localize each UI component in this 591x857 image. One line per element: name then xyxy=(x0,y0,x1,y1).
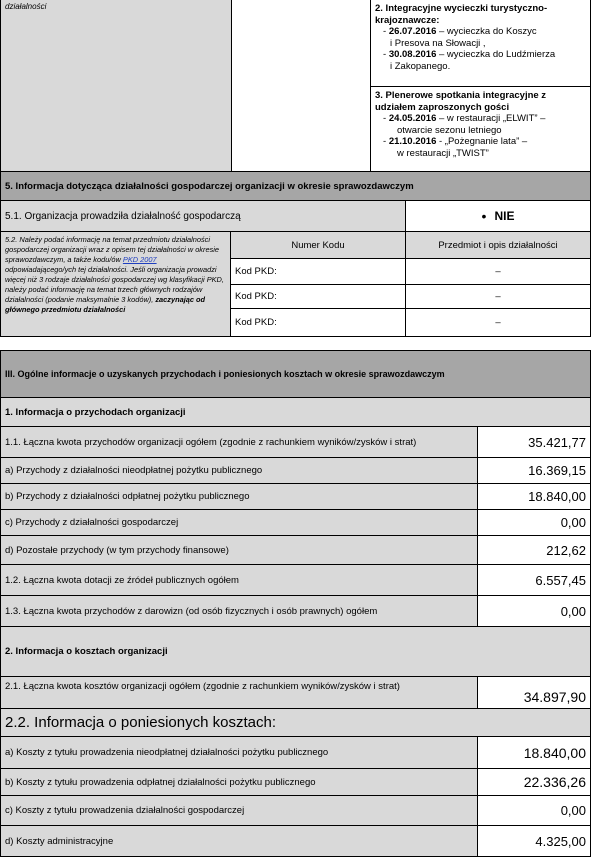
income-row-value[interactable] xyxy=(477,483,591,510)
income-value: 6.557,45 xyxy=(535,572,586,588)
income-label: 1.3. Łączna kwota przychodów z darowizn (od osób fizycznych i osób prawnych) ogółem xyxy=(5,605,378,617)
cost-row-value[interactable] xyxy=(477,825,591,857)
income-value: 0,00 xyxy=(560,515,586,530)
q51-answer: NIE xyxy=(494,209,515,223)
cost-label: d) Koszty administracyjne xyxy=(5,835,114,847)
income-label: b) Przychody z działalności odpłatnej pożytku publicznego xyxy=(5,491,250,502)
income-row-value[interactable] xyxy=(477,564,591,596)
pkd-desc-cell[interactable] xyxy=(405,284,591,309)
income-label: 1.1. Łączna kwota przychodów organizacji ogółem (zgodnie z rachunkiem wyników/zysków i strat) xyxy=(5,436,417,448)
cost-row-label xyxy=(0,736,478,769)
event-trips-line: - 30.08.2016 – wycieczka do Ludźmierza xyxy=(383,49,556,60)
event-trips-cell xyxy=(370,0,591,87)
costs-subheader xyxy=(0,626,591,677)
q51-label: 5.1. Organizacja prowadziła działalność gospodarczą xyxy=(5,210,241,222)
cost-row-label xyxy=(0,768,478,796)
pkd-code-label: Kod PKD: xyxy=(235,266,277,277)
cost-value: 18.840,00 xyxy=(523,744,586,761)
q51-label-cell xyxy=(0,200,406,232)
income-row-label xyxy=(0,564,478,596)
pkd-code-cell[interactable] xyxy=(230,258,406,285)
pkd-code-label: Kod PKD: xyxy=(235,317,277,328)
pkd-desc-value: – xyxy=(495,317,501,328)
income-label: c) Przychody z działalności gospodarczej xyxy=(5,517,179,528)
income-value: 16.369,15 xyxy=(528,463,586,478)
cost-row-label xyxy=(0,825,478,857)
cost-value: 22.336,26 xyxy=(523,774,586,790)
section5-header-text: 5. Informacja dotycząca działalności gospodarczej organizacji w okresie sprawozdawczym xyxy=(5,180,414,192)
q52-description-cell xyxy=(0,231,231,337)
event-meetings-line: w restauracji „TWIST” xyxy=(397,147,489,159)
income-row-label xyxy=(0,509,478,536)
pkd-code-cell[interactable] xyxy=(230,284,406,309)
income-row-value[interactable] xyxy=(477,457,591,484)
income-label: 1.2. Łączna kwota dotacji ze źródeł publicznych ogółem xyxy=(5,574,239,586)
top-left-label: działalności xyxy=(5,2,47,11)
income-label: d) Pozostałe przychody (w tym przychody finansowe) xyxy=(5,544,229,556)
income-row-label xyxy=(0,535,478,565)
cost-value: 4.325,00 xyxy=(535,833,586,849)
q52-text: odpowiadającego/ych tej działalności. Jeśli organizacja prowadzi więcej niż 3 rodzaje działalności gospodarczej wg klasyfikacji PKD, należy podać informację na temat trzech głównych rodzajów działalności (podanie maksymalnie 3 kodów), xyxy=(5,265,224,304)
income-row-value[interactable] xyxy=(477,509,591,536)
pkd-code-cell[interactable] xyxy=(230,308,406,337)
income-row-label xyxy=(0,595,478,627)
q51-answer-cell xyxy=(405,200,591,232)
cost-value: 0,00 xyxy=(560,803,586,818)
cost-label: c) Koszty z tytułu prowadzenia działalności gospodarczej xyxy=(5,805,245,816)
page-gap xyxy=(0,337,591,350)
costs-detail-header xyxy=(0,708,591,737)
income-row-value[interactable] xyxy=(477,595,591,627)
pkd-2007-link[interactable]: PKD 2007 xyxy=(122,255,157,264)
cost-row-value[interactable] xyxy=(477,768,591,796)
pkd-code-label: Kod PKD: xyxy=(235,291,277,302)
event-trips-line: - 26.07.2016 – wycieczka do Koszyc xyxy=(383,26,537,37)
section5-header xyxy=(0,171,591,201)
event-meetings-line: - 24.05.2016 – w restauracji „ELWIT” – xyxy=(383,113,546,124)
income-value: 212,62 xyxy=(546,542,586,558)
top-mid-cell xyxy=(231,0,371,172)
cost-total-number: 34.897,90 xyxy=(523,689,586,705)
cost-label: b) Koszty z tytułu prowadzenia odpłatnej działalności pożytku publicznego xyxy=(5,776,316,788)
col-code-header xyxy=(230,231,406,259)
income-row-label xyxy=(0,426,478,458)
event-trips-line: i Presova na Słowacji , xyxy=(390,37,486,49)
cost-total-label xyxy=(0,676,478,709)
event-meetings-cell xyxy=(370,86,591,172)
sectionIII-header xyxy=(0,350,591,398)
income-value: 35.421,77 xyxy=(528,434,586,450)
pkd-desc-cell[interactable] xyxy=(405,258,591,285)
q52-text: 5.2. Należy podać informację na temat przedmiotu działalności gospodarczej organizacji wraz z opisem tej działalności w okresie sprawozdawczym, a także kodu/ów xyxy=(5,235,220,264)
income-row-value[interactable] xyxy=(477,426,591,458)
event-trips-line: i Zakopanego. xyxy=(390,60,451,72)
income-label: a) Przychody z działalności nieodpłatnej pożytku publicznego xyxy=(5,465,263,476)
cost-total-value[interactable] xyxy=(477,676,591,709)
q52-text-bold: zaczynając od głównego przedmiotu działalności xyxy=(5,295,206,314)
top-left-cell xyxy=(0,0,232,172)
income-subheader-text: 1. Informacja o przychodach organizacji xyxy=(5,406,186,418)
costs-detail-header-text: 2.2. Informacja o poniesionych kosztach: xyxy=(5,714,276,731)
col-desc-header xyxy=(405,231,591,259)
pkd-desc-value: – xyxy=(495,291,501,302)
sectionIII-header-text: III. Ogólne informacje o uzyskanych przychodach i poniesionych kosztach w okresie sprawozdawczym xyxy=(5,369,445,379)
col-code-label: Numer Kodu xyxy=(291,239,345,251)
income-row-label xyxy=(0,483,478,510)
bullet-icon: • xyxy=(481,208,487,224)
event-meetings-line: - 21.10.2016 - „Pożegnanie lata” – xyxy=(383,136,528,147)
cost-total-text: 2.1. Łączna kwota kosztów organizacji ogółem (zgodnie z rachunkiem wyników/zysków i strat) xyxy=(5,681,400,692)
cost-label: a) Koszty z tytułu prowadzenia nieodpłatnej działalności pożytku publicznego xyxy=(5,747,329,758)
income-value: 18.840,00 xyxy=(528,489,586,504)
event-meetings-title: 3. Plenerowe spotkania integracyjne z udziałem zaproszonych gości xyxy=(375,90,547,113)
income-value: 0,00 xyxy=(560,603,586,619)
cost-row-value[interactable] xyxy=(477,795,591,826)
pkd-desc-cell[interactable] xyxy=(405,308,591,337)
income-row-value[interactable] xyxy=(477,535,591,565)
cost-row-label xyxy=(0,795,478,826)
income-subheader xyxy=(0,397,591,427)
cost-row-value[interactable] xyxy=(477,736,591,769)
costs-subheader-text: 2. Informacja o kosztach organizacji xyxy=(5,646,168,657)
event-meetings-line: otwarcie sezonu letniego xyxy=(397,124,502,136)
event-trips-title: 2. Integracyjne wycieczki turystyczno-krajoznawcze: xyxy=(375,3,548,26)
col-desc-label: Przedmiot i opis działalności xyxy=(438,239,558,251)
pkd-desc-value: – xyxy=(495,266,501,277)
income-row-label xyxy=(0,457,478,484)
